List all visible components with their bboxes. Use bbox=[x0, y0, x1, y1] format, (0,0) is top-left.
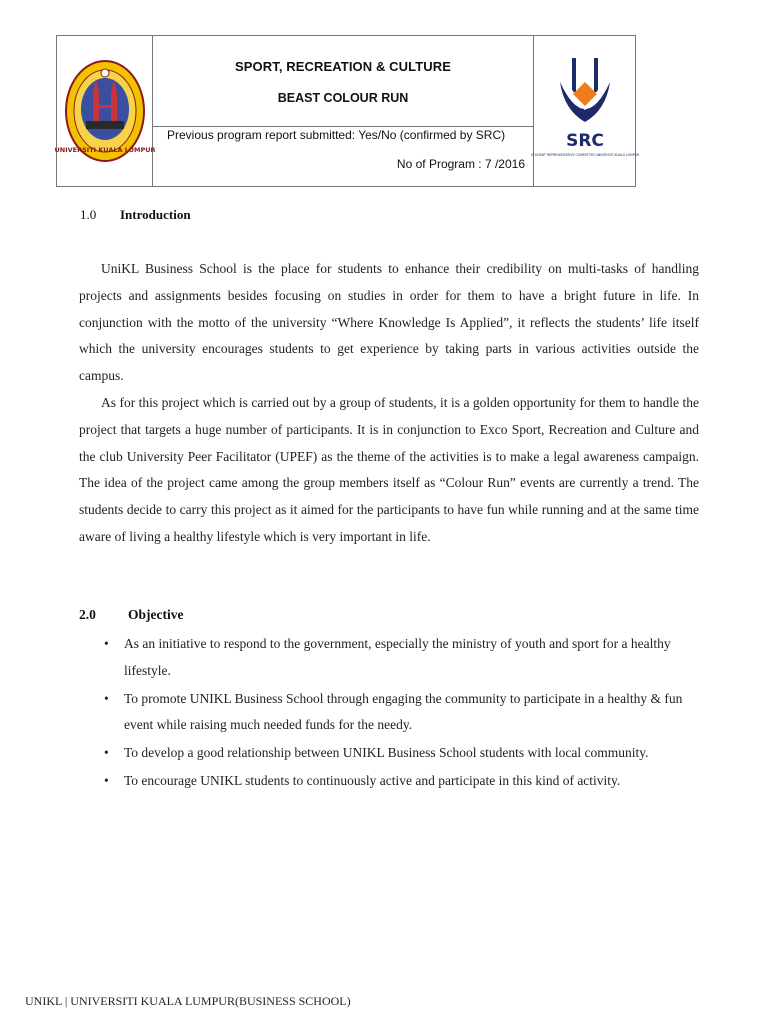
bullet-icon: • bbox=[104, 690, 109, 706]
header-title: SPORT, RECREATION & CULTURE bbox=[234, 59, 451, 74]
introduction-number: 1.0 bbox=[80, 207, 97, 222]
src-logo-icon bbox=[530, 52, 639, 170]
objective-text: To develop a good relationship between UNIKL Business School students with local community. bbox=[124, 745, 649, 761]
introduction-paragraph-1: UniKL Business School is the place for students to enhance their credibility on multi-tasks of handling projects and assignments besides focusing on studies in order for them to have a bright future in life. In conjunction with the motto of the university “Where Knowledge Is Applied”, it reflects the students’ life itself which the university encourages students to get experience by taking parts in various activities outside the campus. bbox=[79, 261, 699, 384]
header-table bbox=[54, 35, 639, 187]
src-logo-caption: STUDENT REPRESENTATIVE COMMITTEE UNIVERSITI KUALA LUMPUR bbox=[530, 153, 639, 157]
header-middle bbox=[153, 36, 533, 186]
report-status-line: Previous program report submitted: Yes/No (confirmed by SRC) bbox=[167, 128, 506, 142]
header-title-block bbox=[153, 36, 533, 127]
header-subtitle: BEAST COLOUR RUN bbox=[277, 91, 409, 105]
list-item bbox=[104, 686, 694, 740]
unikl-logo-text: UNIVERSITI KUALA LUMPUR bbox=[54, 146, 155, 154]
objective-text: To promote UNIKL Business School through engaging the community to participate in a healthy & fun event while raising much needed funds for the needy. bbox=[124, 690, 683, 733]
objective-text: To encourage UNIKL students to continuously active and participate in this kind of activity. bbox=[124, 772, 621, 788]
list-item bbox=[104, 740, 694, 767]
list-item bbox=[104, 768, 694, 795]
objective-list bbox=[104, 631, 694, 796]
objective-title: Objective bbox=[128, 607, 184, 622]
objective-heading bbox=[79, 607, 183, 623]
introduction-heading bbox=[80, 207, 191, 223]
bullet-icon: • bbox=[104, 745, 109, 761]
src-logo-cell bbox=[530, 36, 639, 186]
objective-text: As an initiative to respond to the government, especially the ministry of youth and sport for a healthy lifestyle. bbox=[124, 636, 671, 678]
introduction-paragraph-2: As for this project which is carried out by a group of students, it is a golden opportunity for them to handle the project that targets a huge number of participants. It is in conjunction to Exco Sport, Recreation and Culture and the club University Peer Facilitator (UPEF) as the theme of the activities is to make a legal awareness campaign. The idea of the project came among the group members itself as “Colour Run” events are currently a trend. The students decide to carry this project as it aimed for the participants to have fun while running and at the same time aware of living a healthy lifestyle which is very important in life. bbox=[79, 395, 699, 544]
bullet-icon: • bbox=[104, 772, 109, 788]
header-info-block bbox=[153, 127, 533, 186]
src-logo-text: SRC bbox=[565, 131, 604, 151]
page-footer: UNIKL | UNIVERSITI KUALA LUMPUR(BUSINESS SCHOOL) bbox=[25, 994, 351, 1008]
bullet-icon: • bbox=[104, 636, 109, 651]
unikl-logo-icon bbox=[54, 59, 155, 163]
list-item bbox=[104, 631, 694, 685]
objective-number: 2.0 bbox=[79, 607, 96, 622]
introduction-title: Introduction bbox=[120, 207, 191, 222]
program-number-line: No of Program : 7 /2016 bbox=[396, 157, 525, 171]
unikl-logo-cell bbox=[54, 36, 155, 186]
